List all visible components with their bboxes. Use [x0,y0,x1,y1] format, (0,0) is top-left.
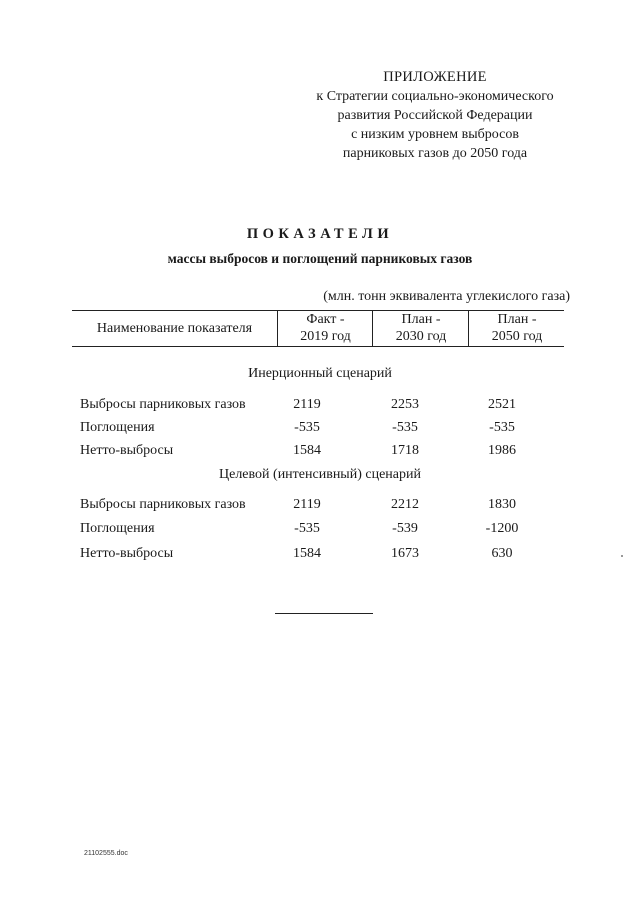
table-row [80,497,570,517]
row-value-2050: 630 [491,546,513,561]
header-col-2050 [468,311,565,346]
appendix-line: развития Российской Федерации [337,108,533,123]
table-row [80,546,570,566]
row-value-2019: 1584 [293,443,321,458]
header-col-line: 2050 год [491,329,543,344]
units-note: (млн. тонн эквивалента углекислого газа) [323,289,570,304]
header-col-line: План - [497,312,537,327]
row-value-2030: 2212 [391,497,419,512]
table-row [80,443,570,463]
header-name-cell: Наименование показателя [96,321,253,336]
header-col-2019 [277,311,373,346]
row-value-2050: -535 [489,420,515,435]
row-value-2019: -535 [294,420,320,435]
appendix-line: с низким уровнем выбросов [351,127,519,142]
header-col-line: 2019 год [300,329,351,344]
header-col-line: План - [401,312,441,327]
appendix-line: парниковых газов до 2050 года [342,146,528,161]
row-label: Нетто-выбросы [80,443,174,458]
header-col-line: Факт - [306,312,345,327]
appendix-block [290,68,580,163]
file-footer: 21102555.doc [84,850,128,857]
row-value-2030: 1718 [391,443,419,458]
row-label: Нетто-выбросы [80,546,174,561]
row-value-2019: 2119 [293,397,321,412]
row-label: Поглощения [80,521,155,536]
table-header [72,310,564,347]
row-value-2050: -1200 [485,521,519,536]
row-value-2030: 2253 [391,397,419,412]
appendix-heading: ПРИЛОЖЕНИЕ [383,69,487,85]
row-value-2019: -535 [294,521,320,536]
end-divider [275,613,373,614]
row-value-2050: 1830 [488,497,516,512]
section-title-inertial: Инерционный сценарий [248,366,392,381]
header-col-2030 [372,311,469,346]
table-row [80,397,570,417]
table-row [80,420,570,440]
header-col-line: 2030 год [395,329,447,344]
row-value-2050: 2521 [488,397,516,412]
appendix-line: к Стратегии социально-экономического [316,89,554,104]
table-row [80,521,570,541]
row-value-2030: 1673 [391,546,419,561]
section-title-target: Целевой (интенсивный) сценарий [219,467,421,482]
row-value-2019: 2119 [293,497,321,512]
row-value-2030: -539 [392,521,418,536]
row-label: Выбросы парниковых газов [80,397,246,412]
row-label: Поглощения [80,420,155,435]
row-label: Выбросы парниковых газов [80,497,246,512]
row-value-2030: -535 [392,420,418,435]
row-value-2050: 1986 [488,443,516,458]
scan-speck [621,555,623,557]
document-title: ПОКАЗАТЕЛИ [246,226,394,242]
row-value-2019: 1584 [293,546,321,561]
document-subtitle: массы выбросов и поглощений парниковых газов [167,251,473,266]
